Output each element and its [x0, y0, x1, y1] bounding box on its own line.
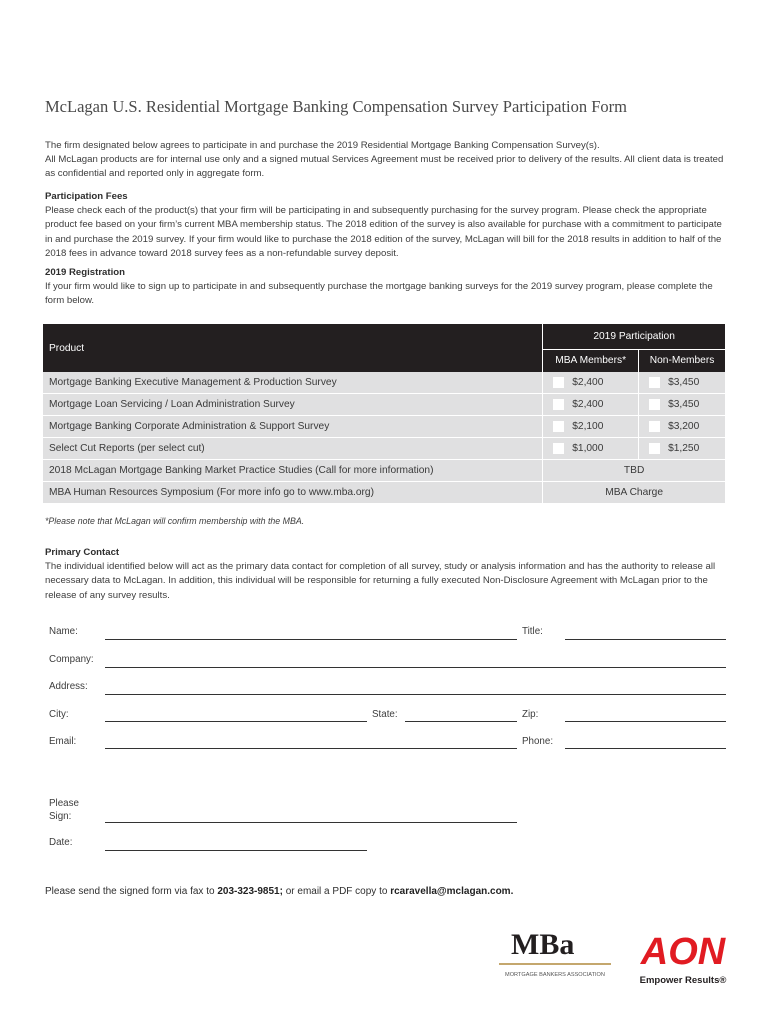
- table-row: [43, 416, 725, 438]
- city-label: City:: [49, 709, 69, 720]
- nonmember-price-cell: [638, 416, 725, 438]
- phone-field[interactable]: [565, 748, 726, 749]
- member-price-cell: [542, 372, 638, 394]
- product-name: Mortgage Banking Corporate Administration & Support Survey: [43, 416, 542, 438]
- company-field[interactable]: [105, 667, 726, 668]
- footer-middle: or email a PDF copy to: [282, 886, 391, 897]
- registration-text: If your firm would like to sign up to participate in and subsequently purchase the mortgage banking surveys for the 2019 survey program, please complete the form below.: [45, 281, 713, 307]
- participation-fees-text: Please check each of the product(s) that your firm will be participating in and subsequently purchasing for the survey program. Please check the appropriate product fee based on your firm’s current MBA membership status. The 2018 edition of the survey is also available for purchase with a commitment to participate in and purchase the 2019 survey. If your firm would like to purchase the 2018 edition of the survey, McLagan will bill for the 2018 results in addition to half of the 2018 fees in advance toward 2018 survey fees as a non-refundable survey deposit.: [45, 205, 722, 259]
- intro-line-1: The firm designated below agrees to participate in and purchase the 2019 Residential Mortgage Banking Compensation Survey(s).: [45, 140, 600, 151]
- member-price-cell: [542, 394, 638, 416]
- product-name: MBA Human Resources Symposium (For more info go to www.mba.org): [43, 482, 542, 504]
- registration-heading: 2019 Registration: [45, 267, 125, 278]
- table-row: [43, 394, 725, 416]
- mba-logo-subtitle: MORTGAGE BANKERS ASSOCIATION: [505, 972, 605, 978]
- address-label: Address:: [49, 681, 88, 692]
- nonmember-price: $3,450: [668, 399, 700, 411]
- sign-label-line-1: Please: [49, 798, 79, 809]
- participation-fees-section: [45, 190, 730, 261]
- aon-logo: [633, 922, 733, 988]
- phone-label: Phone:: [522, 736, 554, 747]
- state-label: State:: [372, 709, 398, 720]
- member-price-checkbox[interactable]: [553, 443, 564, 454]
- table-row: [43, 372, 725, 394]
- date-field[interactable]: [105, 850, 367, 851]
- mba-members-header: MBA Members*: [542, 349, 638, 373]
- table-row: [43, 460, 725, 482]
- nonmember-price: $3,200: [668, 421, 700, 433]
- product-name: Select Cut Reports (per select cut): [43, 438, 542, 460]
- date-label: Date:: [49, 837, 73, 848]
- sign-label-line-2: Sign:: [49, 811, 72, 822]
- mba-logo: [497, 926, 613, 984]
- nonmember-price: $3,450: [668, 377, 700, 389]
- nonmember-price-checkbox[interactable]: [649, 443, 660, 454]
- primary-contact-heading: Primary Contact: [45, 547, 120, 558]
- mba-logo-text: MBa: [511, 928, 575, 961]
- fees-table: [43, 324, 725, 504]
- name-field[interactable]: [105, 639, 517, 640]
- table-row: [43, 482, 725, 504]
- nonmember-price-checkbox[interactable]: [649, 399, 660, 410]
- tbd-price: TBD: [542, 460, 725, 482]
- email-label: Email:: [49, 736, 77, 747]
- participation-fees-heading: Participation Fees: [45, 191, 128, 202]
- submission-instructions: [45, 886, 513, 897]
- product-name: Mortgage Banking Executive Management & Production Survey: [43, 372, 542, 394]
- primary-contact-section: [45, 546, 730, 603]
- nonmember-price-cell: [638, 372, 725, 394]
- primary-contact-text: The individual identified below will act as the primary data contact for completion of all survey, study or analysis information and has the authority to release all necessary data to McLagan. In addition, this individual will be responsible for returning a fully executed Non-Disclosure Agreement with McLagan prior to the release of any survey results.: [45, 561, 716, 601]
- fax-number: 203-323-9851;: [217, 886, 283, 897]
- address-field[interactable]: [105, 694, 726, 695]
- aon-tagline: Empower Results®: [639, 975, 727, 986]
- footer-prefix: Please send the signed form via fax to: [45, 886, 218, 897]
- zip-label: Zip:: [522, 709, 539, 720]
- member-price-checkbox[interactable]: [553, 377, 564, 388]
- product-name: Mortgage Loan Servicing / Loan Administration Survey: [43, 394, 542, 416]
- table-row: [43, 438, 725, 460]
- zip-field[interactable]: [565, 721, 726, 722]
- participation-header: 2019 Participation: [542, 324, 725, 349]
- membership-note: *Please note that McLagan will confirm membership with the MBA.: [45, 516, 305, 526]
- aon-logo-text: AON: [640, 931, 726, 973]
- name-label: Name:: [49, 626, 78, 637]
- member-price: $1,000: [572, 443, 604, 455]
- nonmember-price-cell: [638, 438, 725, 460]
- intro-line-2: All McLagan products are for internal use only and a signed mutual Services Agreement must be received prior to delivery of the results. All client data is treated as confidential and reported only in aggregate form.: [45, 154, 724, 180]
- product-header: Product: [43, 324, 542, 372]
- member-price: $2,100: [572, 421, 604, 433]
- company-label: Company:: [49, 654, 94, 665]
- product-name: 2018 McLagan Mortgage Banking Market Practice Studies (Call for more information): [43, 460, 542, 482]
- state-field[interactable]: [405, 721, 517, 722]
- email-field[interactable]: [105, 748, 517, 749]
- member-price-checkbox[interactable]: [553, 399, 564, 410]
- mba-charge-price: MBA Charge: [542, 482, 725, 504]
- nonmember-price: $1,250: [668, 443, 700, 455]
- non-members-header: Non-Members: [638, 349, 725, 373]
- signature-field[interactable]: [105, 822, 517, 823]
- intro-text: [45, 139, 730, 182]
- member-price-cell: [542, 416, 638, 438]
- title-label: Title:: [522, 626, 543, 637]
- registration-section: [45, 266, 730, 309]
- sign-label: [49, 797, 79, 823]
- nonmember-price-checkbox[interactable]: [649, 421, 660, 432]
- member-price-cell: [542, 438, 638, 460]
- city-field[interactable]: [105, 721, 367, 722]
- member-price: $2,400: [572, 399, 604, 411]
- title-field[interactable]: [565, 639, 726, 640]
- member-price-checkbox[interactable]: [553, 421, 564, 432]
- nonmember-price-checkbox[interactable]: [649, 377, 660, 388]
- nonmember-price-cell: [638, 394, 725, 416]
- member-price: $2,400: [572, 377, 604, 389]
- contact-email-link[interactable]: rcaravella@mclagan.com.: [390, 886, 514, 897]
- page-title: McLagan U.S. Residential Mortgage Banking Compensation Survey Participation Form: [45, 97, 627, 116]
